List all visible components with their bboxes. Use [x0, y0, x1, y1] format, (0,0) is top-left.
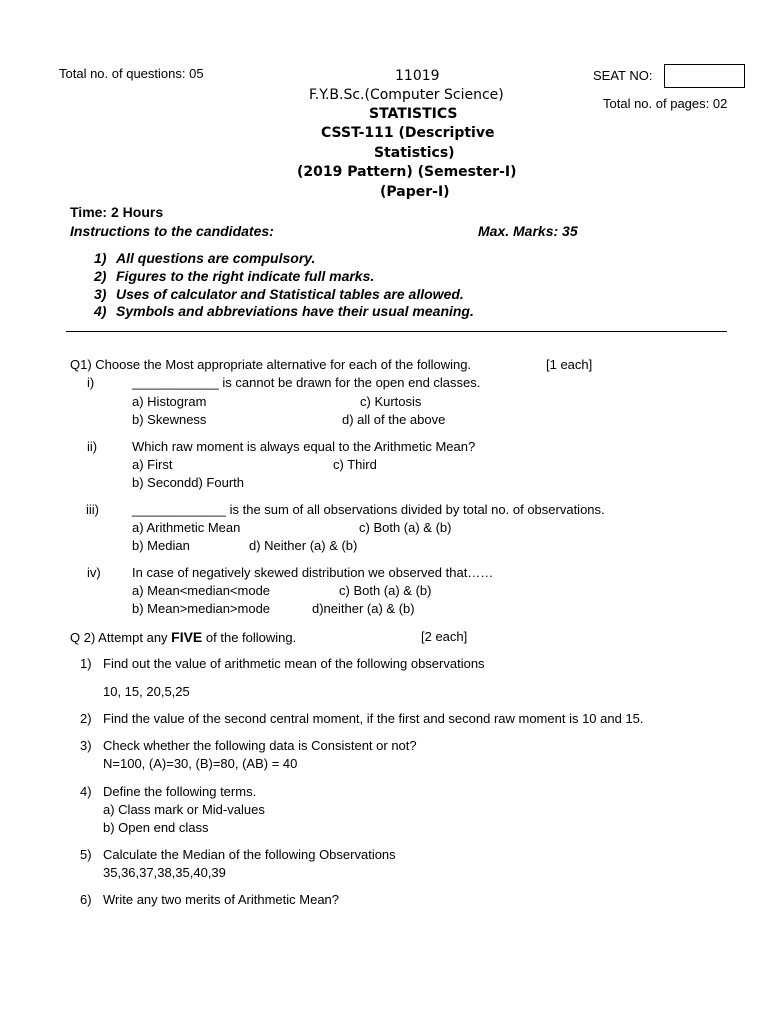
option-d: d) Neither (a) & (b)	[249, 538, 358, 553]
instruction-num: 1)	[94, 250, 107, 266]
paper-code: 11019	[395, 68, 440, 84]
option-b: b) Secondd) Fourth	[132, 475, 245, 490]
q2-item-num: 5)	[80, 847, 92, 862]
pattern-line: (2019 Pattern) (Semester-I)	[297, 164, 517, 180]
q2-item-text: Find out the value of arithmetic mean of the following observations	[103, 656, 485, 671]
option-b: b) Skewness	[132, 412, 207, 427]
option-a: a) First	[132, 457, 173, 472]
instruction-num: 4)	[94, 303, 107, 319]
q2-item-num: 1)	[80, 656, 92, 671]
q1-item-question: ____________ is cannot be drawn for the open end classes.	[132, 375, 481, 390]
option-a: a) Arithmetic Mean	[132, 520, 241, 535]
total-pages: Total no. of pages: 02	[603, 96, 728, 111]
q2-heading-emphasis: FIVE	[171, 629, 203, 645]
option-a: a) Histogram	[132, 394, 207, 409]
paper-title-line2: Statistics)	[374, 145, 455, 161]
max-marks: Max. Marks: 35	[478, 223, 578, 239]
option-c: c) Kurtosis	[360, 394, 422, 409]
q1-item-num: iv)	[87, 565, 101, 580]
q2-item-detail: 35,36,37,38,35,40,39	[103, 865, 226, 880]
q1-item-question: Which raw moment is always equal to the Arithmetic Mean?	[132, 439, 476, 454]
q1-item-question: _____________ is the sum of all observations divided by total no. of observations.	[132, 502, 605, 517]
option-d: d) all of the above	[342, 412, 446, 427]
paper-no-clipped	[370, 184, 470, 200]
q1-marks: [1 each]	[546, 357, 593, 372]
exam-time: Time: 2 Hours	[70, 204, 164, 220]
q1-item-question: In case of negatively skewed distribution we observed that……	[132, 565, 494, 580]
q2-item-sub-a: a) Class mark or Mid-values	[103, 802, 265, 817]
q2-item-text: Write any two merits of Arithmetic Mean?	[103, 892, 340, 907]
option-d: d)neither (a) & (b)	[312, 601, 415, 616]
paper-no: (Paper-I)	[380, 184, 450, 200]
q1-heading: Q1) Choose the Most appropriate alternative for each of the following.	[70, 357, 472, 372]
seat-no-label: SEAT NO:	[593, 68, 653, 83]
q2-item-sub-b: b) Open end class	[103, 820, 209, 835]
instruction-text: Figures to the right indicate full marks.	[116, 268, 375, 284]
option-c: c) Both (a) & (b)	[339, 583, 432, 598]
q1-item-num: iii)	[86, 502, 99, 517]
separator-line	[66, 331, 727, 332]
q1-item-num: ii)	[87, 439, 98, 454]
instruction-num: 3)	[94, 286, 107, 302]
instructions-heading: Instructions to the candidates:	[70, 223, 274, 239]
option-b: b) Mean>median>mode	[132, 601, 271, 616]
q2-marks: [2 each]	[421, 629, 468, 644]
q2-item-text: Find the value of the second central moment, if the first and second raw moment is 10 and 15.	[103, 711, 644, 726]
q2-heading	[70, 629, 296, 645]
option-c: c) Third	[333, 457, 377, 472]
q2-item-num: 3)	[80, 738, 92, 753]
q1-item-num: i)	[87, 375, 95, 390]
q2-item-text: Calculate the Median of the following Observations	[103, 847, 396, 862]
option-a: a) Mean<median<mode	[132, 583, 271, 598]
q2-item-num: 6)	[80, 892, 92, 907]
option-c: c) Both (a) & (b)	[359, 520, 452, 535]
q2-item-detail: N=100, (A)=30, (B)=80, (AB) = 40	[103, 756, 298, 771]
q2-item-num: 2)	[80, 711, 92, 726]
instruction-text: All questions are compulsory.	[116, 250, 316, 266]
q2-item-num: 4)	[80, 784, 92, 799]
instruction-text: Symbols and abbreviations have their usual meaning.	[116, 303, 474, 319]
total-questions: Total no. of questions: 05	[59, 66, 204, 81]
course-name: F.Y.B.Sc.(Computer Science)	[309, 87, 504, 103]
q2-item-text: Check whether the following data is Consistent or not?	[103, 738, 417, 753]
subject-title: STATISTICS	[369, 106, 458, 122]
instruction-num: 2)	[94, 268, 107, 284]
q2-heading-pre: Q 2) Attempt any	[70, 630, 172, 645]
q2-heading-post: of the following.	[202, 630, 297, 645]
q2-item-text: Define the following terms.	[103, 784, 257, 799]
option-b: b) Median	[132, 538, 190, 553]
paper-title-line1: CSST-111 (Descriptive	[321, 125, 495, 141]
q2-item-detail: 10, 15, 20,5,25	[103, 684, 190, 699]
seat-no-box	[664, 64, 745, 88]
instruction-text: Uses of calculator and Statistical tables are allowed.	[116, 286, 464, 302]
